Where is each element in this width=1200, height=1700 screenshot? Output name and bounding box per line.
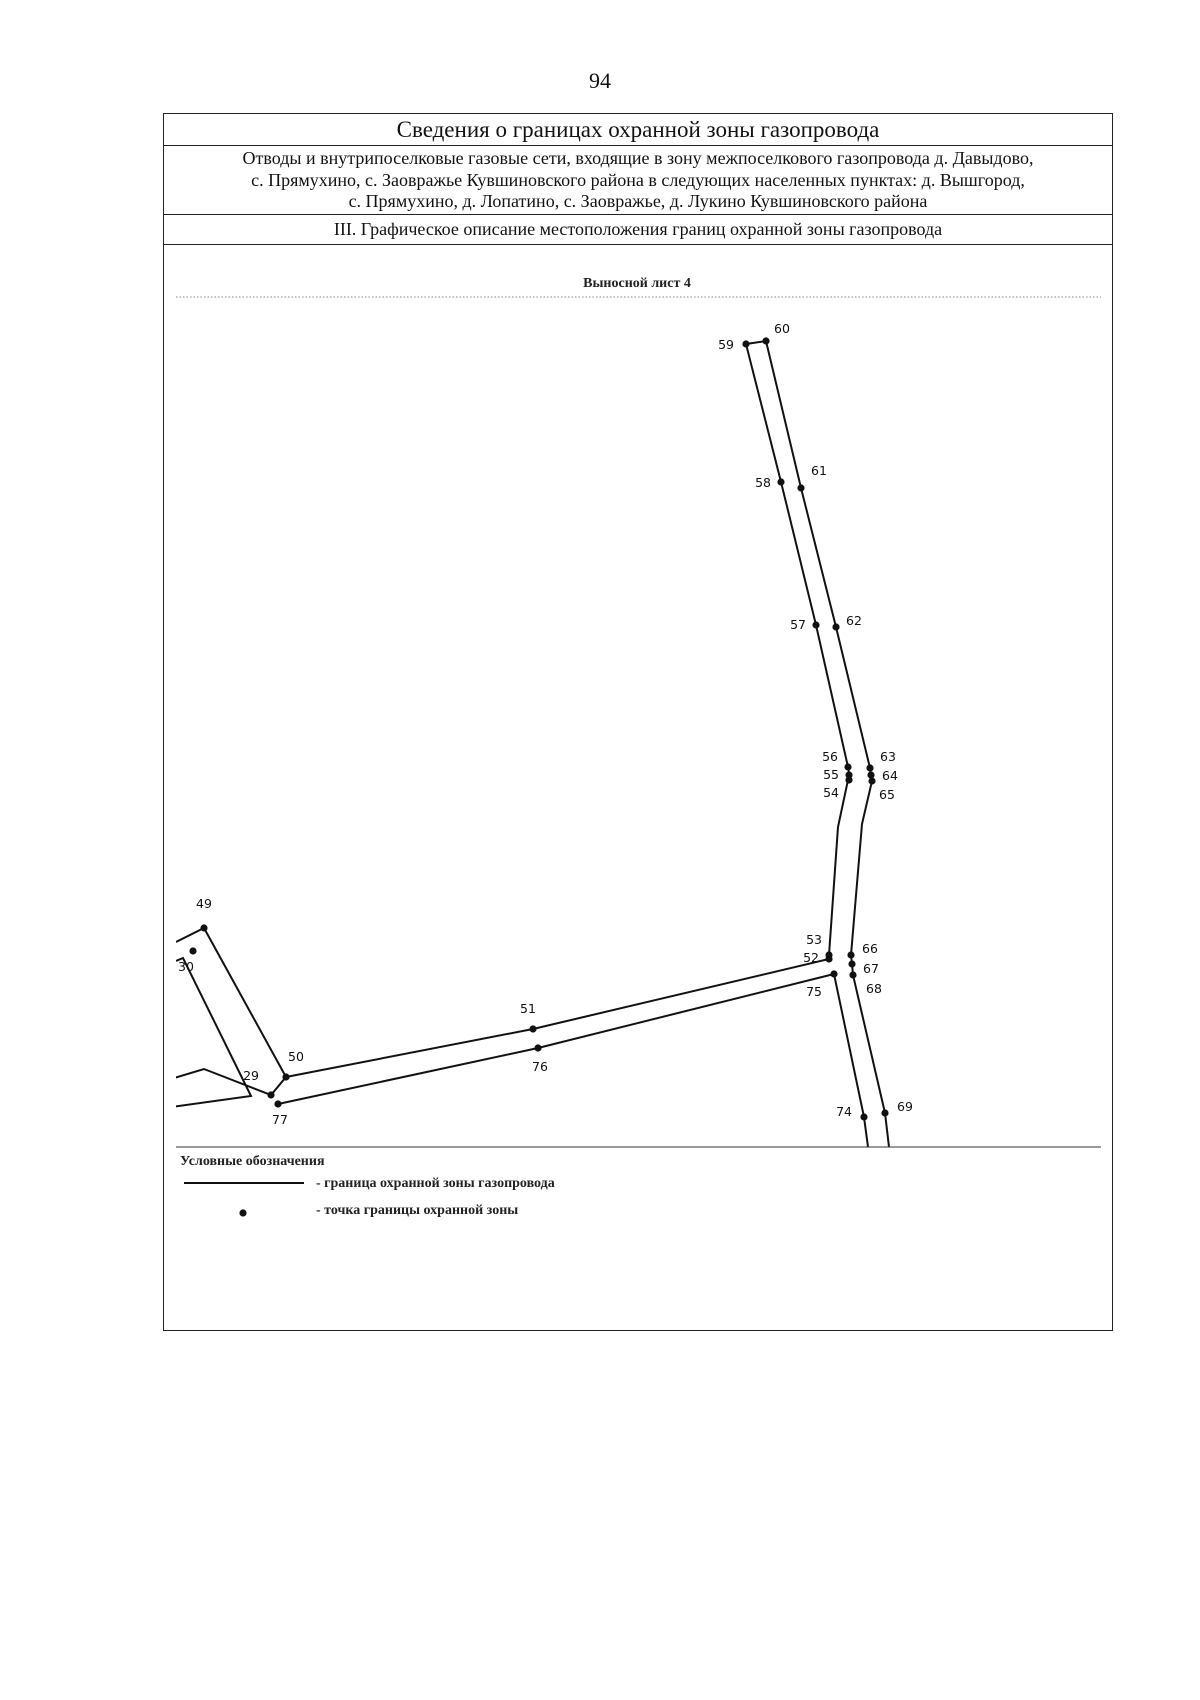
boundary-point-74 (860, 1113, 867, 1120)
boundary-point-29 (267, 1091, 274, 1098)
point-label: 67 (863, 961, 879, 976)
description-line: с. Прямухино, д. Лопатино, с. Заовражье, д. Лукино Кувшиновского района (348, 191, 928, 211)
boundary-point-61 (797, 484, 804, 491)
boundary-line-main-south (278, 974, 864, 1117)
point-label: 49 (196, 896, 212, 911)
point-label: 65 (879, 787, 895, 802)
zone-map (164, 245, 1111, 1330)
boundary-point-60 (762, 337, 769, 344)
boundary-point-75 (830, 970, 837, 977)
sheet-label: Выносной лист 4 (583, 276, 691, 291)
point-label: 66 (862, 941, 878, 956)
boundary-point-69 (881, 1109, 888, 1116)
legend-point-symbol (239, 1209, 246, 1216)
object-description (164, 146, 1112, 215)
boundary-line-east (766, 341, 885, 1113)
legend-line-text: - граница охранной зоны газопровода (316, 1176, 555, 1191)
point-label: 54 (823, 785, 839, 800)
zone-boundary-lines (164, 341, 889, 1147)
boundary-point-64 (867, 771, 874, 778)
point-label: 56 (822, 749, 838, 764)
point-label: 63 (880, 749, 896, 764)
boundary-point-66 (847, 951, 854, 958)
boundary-point-63 (866, 764, 873, 771)
section-heading: III. Графическое описание местоположения границ охранной зоны газопровода (164, 215, 1112, 245)
point-label: 53 (806, 932, 822, 947)
point-label: 62 (846, 613, 862, 628)
point-label: 69 (897, 1099, 913, 1114)
protection-zone-sheet (163, 113, 1113, 1331)
boundary-point-67 (848, 960, 855, 967)
point-label: 58 (755, 475, 771, 490)
point-label: 74 (836, 1104, 852, 1119)
boundary-point-58 (777, 478, 784, 485)
point-label: 68 (866, 981, 882, 996)
point-label: 55 (823, 767, 839, 782)
boundary-point-49 (200, 924, 207, 931)
boundary-point-30 (189, 947, 196, 954)
boundary-point-53 (825, 951, 832, 958)
boundary-point-56 (844, 763, 851, 770)
point-label: 60 (774, 321, 790, 336)
point-label: 64 (882, 768, 898, 783)
point-label: 30 (178, 959, 194, 974)
boundary-point-59 (742, 340, 749, 347)
boundary-point-76 (534, 1044, 541, 1051)
sheet-title: Сведения о границах охранной зоны газопровода (164, 114, 1112, 146)
point-label: 50 (288, 1049, 304, 1064)
point-label: 76 (532, 1059, 548, 1074)
boundary-line-main-north (286, 341, 849, 1077)
boundary-line-bottom-extension (885, 1113, 889, 1147)
boundary-line-left-outer (164, 928, 286, 1095)
point-label: 52 (803, 950, 819, 965)
boundary-point-51 (529, 1025, 536, 1032)
point-label: 75 (806, 984, 822, 999)
legend-title: Условные обозначения (180, 1154, 325, 1169)
legend-point-text: - точка границы охранной зоны (316, 1203, 519, 1218)
point-label: 29 (243, 1068, 259, 1083)
legend (180, 1154, 555, 1218)
boundary-point-62 (832, 623, 839, 630)
boundary-line-bottom-extension (864, 1117, 868, 1147)
boundary-line-left-inner (164, 958, 251, 1108)
map-area (164, 245, 1111, 1330)
boundary-point-65 (868, 777, 875, 784)
point-label: 57 (790, 617, 806, 632)
point-label: 77 (272, 1112, 288, 1127)
point-label: 61 (811, 463, 827, 478)
zone-points (189, 337, 888, 1120)
boundary-point-55 (845, 771, 852, 778)
boundary-point-57 (812, 621, 819, 628)
boundary-point-77 (274, 1100, 281, 1107)
point-labels (178, 321, 913, 1127)
description-line: Отводы и внутрипоселковые газовые сети, входящие в зону межпоселкового газопровода д. Давыдово, (242, 148, 1034, 168)
point-label: 51 (520, 1001, 536, 1016)
description-line: с. Прямухино, с. Заовражье Кувшиновского района в следующих населенных пунктах: д. Вышгород, (251, 169, 1025, 190)
page-number: 94 (589, 68, 611, 93)
boundary-point-50 (282, 1073, 289, 1080)
boundary-point-68 (849, 971, 856, 978)
point-label: 59 (718, 337, 734, 352)
